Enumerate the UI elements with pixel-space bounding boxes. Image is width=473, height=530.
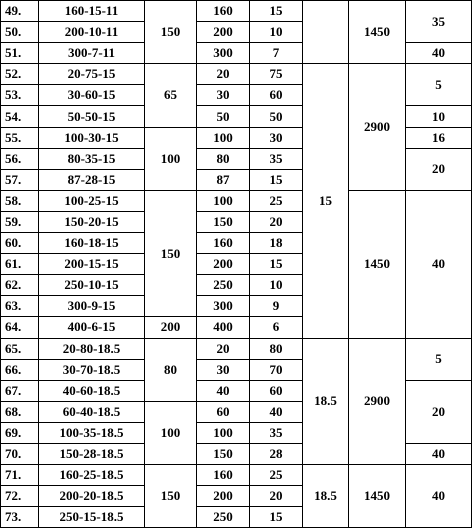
model-cell: 30-60-15 [39, 85, 145, 106]
head-cell: 15 [250, 507, 303, 528]
model-cell: 250-10-15 [39, 275, 145, 296]
model-cell: 100-30-15 [39, 127, 145, 148]
diameter-cell: 65 [145, 64, 197, 127]
row-number: 64. [1, 317, 39, 338]
power-cell [303, 1, 349, 64]
flow-cell: 160 [197, 465, 250, 486]
flow-cell: 40 [197, 380, 250, 401]
row-number: 72. [1, 486, 39, 507]
head-cell: 80 [250, 338, 303, 359]
speed-cell: 1450 [349, 190, 406, 338]
table-row [1, 465, 472, 486]
head-cell: 20 [250, 211, 303, 232]
extra-cell: 40 [406, 465, 472, 528]
diameter-cell: 150 [145, 190, 197, 317]
model-cell: 150-20-15 [39, 211, 145, 232]
flow-cell: 160 [197, 1, 250, 22]
diameter-cell: 150 [145, 1, 197, 64]
diameter-cell: 150 [145, 465, 197, 528]
model-cell: 160-15-11 [39, 1, 145, 22]
head-cell: 15 [250, 1, 303, 22]
model-cell: 200-15-15 [39, 254, 145, 275]
model-cell: 20-75-15 [39, 64, 145, 85]
row-number: 56. [1, 148, 39, 169]
head-cell: 75 [250, 64, 303, 85]
speed-cell: 2900 [349, 64, 406, 191]
head-cell: 18 [250, 233, 303, 254]
flow-cell: 200 [197, 486, 250, 507]
table-row [1, 64, 472, 85]
row-number: 52. [1, 64, 39, 85]
head-cell: 10 [250, 22, 303, 43]
table-row [1, 338, 472, 359]
power-cell: 15 [303, 64, 349, 338]
model-cell: 100-25-15 [39, 190, 145, 211]
head-cell: 20 [250, 486, 303, 507]
model-cell: 300-9-15 [39, 296, 145, 317]
extra-cell: 20 [406, 380, 472, 443]
row-number: 49. [1, 1, 39, 22]
head-cell: 15 [250, 254, 303, 275]
flow-cell: 100 [197, 190, 250, 211]
extra-cell: 35 [406, 1, 472, 43]
flow-cell: 150 [197, 211, 250, 232]
row-number: 70. [1, 443, 39, 464]
flow-cell: 300 [197, 43, 250, 64]
head-cell: 70 [250, 359, 303, 380]
model-cell: 160-18-15 [39, 233, 145, 254]
model-cell: 87-28-15 [39, 169, 145, 190]
head-cell: 28 [250, 443, 303, 464]
flow-cell: 20 [197, 64, 250, 85]
model-cell: 80-35-15 [39, 148, 145, 169]
model-cell: 20-80-18.5 [39, 338, 145, 359]
flow-cell: 100 [197, 422, 250, 443]
diameter-cell: 100 [145, 127, 197, 190]
flow-cell: 30 [197, 359, 250, 380]
model-cell: 100-35-18.5 [39, 422, 145, 443]
flow-cell: 30 [197, 85, 250, 106]
extra-cell: 5 [406, 338, 472, 380]
extra-cell: 40 [406, 443, 472, 464]
head-cell: 6 [250, 317, 303, 338]
table-row [1, 190, 472, 211]
model-cell: 60-40-18.5 [39, 401, 145, 422]
extra-cell: 40 [406, 43, 472, 64]
model-cell: 200-20-18.5 [39, 486, 145, 507]
head-cell: 15 [250, 169, 303, 190]
flow-cell: 160 [197, 233, 250, 254]
row-number: 73. [1, 507, 39, 528]
power-cell: 18.5 [303, 465, 349, 528]
diameter-cell: 100 [145, 401, 197, 464]
row-number: 63. [1, 296, 39, 317]
model-cell: 160-25-18.5 [39, 465, 145, 486]
flow-cell: 150 [197, 443, 250, 464]
extra-cell: 20 [406, 148, 472, 190]
flow-cell: 250 [197, 507, 250, 528]
diameter-cell: 200 [145, 317, 197, 338]
flow-cell: 200 [197, 22, 250, 43]
row-number: 54. [1, 106, 39, 127]
head-cell: 7 [250, 43, 303, 64]
model-cell: 250-15-18.5 [39, 507, 145, 528]
flow-cell: 250 [197, 275, 250, 296]
power-cell: 18.5 [303, 338, 349, 465]
head-cell: 60 [250, 380, 303, 401]
row-number: 53. [1, 85, 39, 106]
head-cell: 35 [250, 148, 303, 169]
row-number: 58. [1, 190, 39, 211]
head-cell: 40 [250, 401, 303, 422]
head-cell: 25 [250, 465, 303, 486]
flow-cell: 300 [197, 296, 250, 317]
row-number: 57. [1, 169, 39, 190]
speed-cell: 1450 [349, 1, 406, 64]
model-cell: 200-10-11 [39, 22, 145, 43]
flow-cell: 50 [197, 106, 250, 127]
extra-cell: 40 [406, 190, 472, 338]
head-cell: 50 [250, 106, 303, 127]
model-cell: 300-7-11 [39, 43, 145, 64]
model-cell: 40-60-18.5 [39, 380, 145, 401]
row-number: 60. [1, 233, 39, 254]
head-cell: 10 [250, 275, 303, 296]
head-cell: 25 [250, 190, 303, 211]
row-number: 71. [1, 465, 39, 486]
head-cell: 35 [250, 422, 303, 443]
model-cell: 150-28-18.5 [39, 443, 145, 464]
diameter-cell: 80 [145, 338, 197, 401]
row-number: 50. [1, 22, 39, 43]
speed-cell: 2900 [349, 338, 406, 465]
table-row [1, 1, 472, 22]
row-number: 69. [1, 422, 39, 443]
row-number: 67. [1, 380, 39, 401]
flow-cell: 80 [197, 148, 250, 169]
row-number: 51. [1, 43, 39, 64]
flow-cell: 100 [197, 127, 250, 148]
model-cell: 50-50-15 [39, 106, 145, 127]
row-number: 68. [1, 401, 39, 422]
row-number: 62. [1, 275, 39, 296]
row-number: 61. [1, 254, 39, 275]
flow-cell: 20 [197, 338, 250, 359]
model-cell: 30-70-18.5 [39, 359, 145, 380]
flow-cell: 200 [197, 254, 250, 275]
flow-cell: 60 [197, 401, 250, 422]
head-cell: 9 [250, 296, 303, 317]
extra-cell: 16 [406, 127, 472, 148]
model-cell: 400-6-15 [39, 317, 145, 338]
head-cell: 60 [250, 85, 303, 106]
row-number: 59. [1, 211, 39, 232]
row-number: 65. [1, 338, 39, 359]
row-number: 55. [1, 127, 39, 148]
extra-cell: 10 [406, 106, 472, 127]
extra-cell: 5 [406, 64, 472, 106]
speed-cell: 1450 [349, 465, 406, 528]
flow-cell: 87 [197, 169, 250, 190]
flow-cell: 400 [197, 317, 250, 338]
row-number: 66. [1, 359, 39, 380]
head-cell: 30 [250, 127, 303, 148]
